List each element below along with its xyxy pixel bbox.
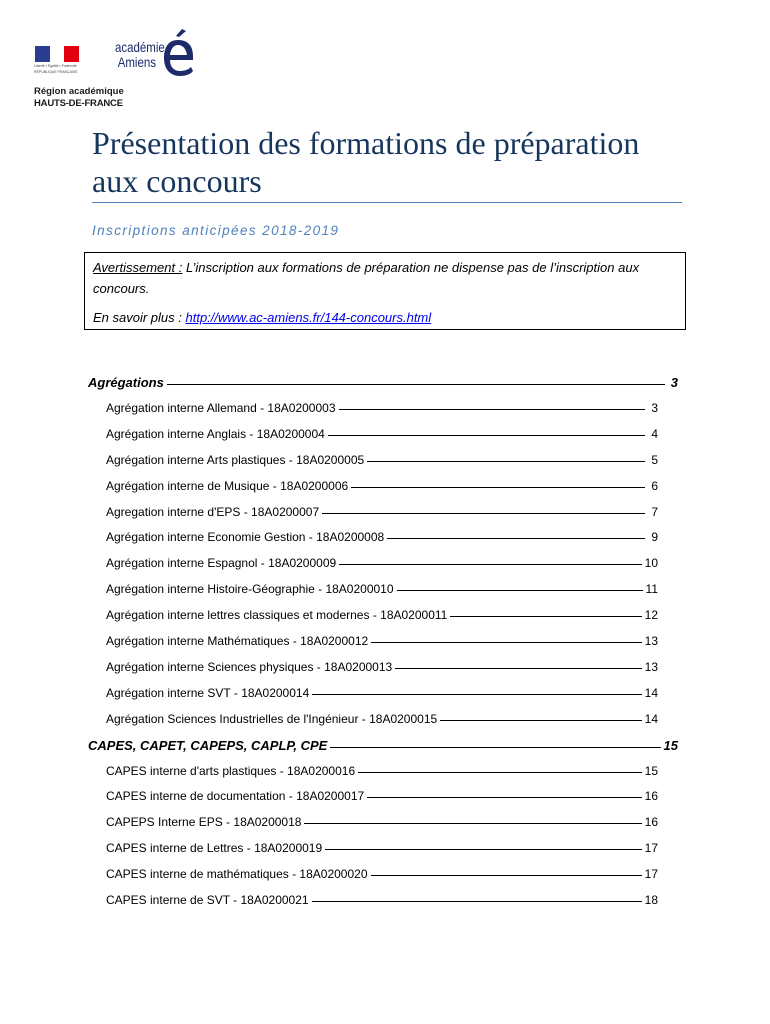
toc-page-number: 14 bbox=[644, 711, 658, 726]
toc-leader-line bbox=[351, 487, 645, 488]
toc-leader-line bbox=[328, 435, 645, 436]
toc-entry[interactable] bbox=[106, 608, 658, 622]
toc-leader-line bbox=[304, 823, 641, 824]
toc-entry[interactable] bbox=[106, 582, 658, 596]
toc-entry-title: CAPEPS Interne EPS - 18A0200018 bbox=[106, 815, 302, 830]
toc-leader-line bbox=[397, 590, 643, 591]
toc-entry[interactable] bbox=[106, 660, 658, 674]
toc-entry[interactable] bbox=[106, 634, 658, 648]
toc-entry[interactable] bbox=[106, 556, 658, 570]
toc-leader-line bbox=[450, 616, 641, 617]
toc-leader-line bbox=[167, 384, 665, 385]
toc-page-number: 4 bbox=[651, 426, 658, 441]
toc-entry-title: Agrégation interne Arts plastiques - 18A0200005 bbox=[106, 452, 365, 467]
toc-leader-line bbox=[312, 901, 642, 902]
toc-leader-line bbox=[371, 875, 642, 876]
toc-entry-title: Agrégation interne SVT - 18A0200014 bbox=[106, 685, 310, 700]
toc-entry-title: Agregation interne d'EPS - 18A0200007 bbox=[106, 504, 320, 519]
academie-line1: académie bbox=[115, 39, 165, 55]
region-academique bbox=[34, 86, 124, 110]
toc-page-number: 17 bbox=[644, 867, 658, 882]
toc-entry-title: CAPES interne de documentation - 18A0200017 bbox=[106, 789, 365, 804]
toc-leader-line bbox=[312, 694, 641, 695]
toc-page-number: 18 bbox=[644, 893, 658, 907]
toc-page-number: 16 bbox=[644, 789, 658, 804]
toc-entry-title: CAPES, CAPET, CAPEPS, CAPLP, CPE bbox=[88, 737, 328, 753]
toc-leader-line bbox=[358, 772, 642, 773]
toc-leader-line bbox=[387, 538, 645, 539]
region-line1: Région académique bbox=[34, 86, 124, 97]
toc-entry-title: CAPES interne d'arts plastiques - 18A0200016 bbox=[106, 763, 356, 778]
toc-entry-title: Agrégation interne Histoire-Géographie - 18A0200010 bbox=[106, 582, 394, 597]
academie-wordmark bbox=[115, 39, 165, 70]
toc-entry[interactable] bbox=[106, 815, 658, 829]
academie-line2: Amiens bbox=[117, 54, 156, 70]
toc-page-number: 10 bbox=[644, 556, 658, 571]
toc-heading[interactable] bbox=[88, 375, 678, 390]
toc-entry[interactable] bbox=[106, 453, 658, 467]
toc-entry-title: Agrégation interne Anglais - 18A0200004 bbox=[106, 426, 325, 441]
toc-leader-line bbox=[367, 461, 645, 462]
toc-entry[interactable] bbox=[106, 427, 658, 441]
toc-entry[interactable] bbox=[106, 841, 658, 855]
toc-entry[interactable] bbox=[106, 893, 658, 907]
toc-entry[interactable] bbox=[106, 686, 658, 700]
toc-entry-title: Agrégation interne Economie Gestion - 18A0200008 bbox=[106, 530, 385, 545]
concours-link[interactable]: http://www.ac-amiens.fr/144-concours.html bbox=[185, 310, 432, 325]
toc-entry-title: CAPES interne de mathématiques - 18A0200020 bbox=[106, 867, 368, 882]
toc-heading[interactable] bbox=[88, 738, 678, 753]
toc-entry-title: Agrégation Sciences Industrielles de l'Ingénieur - 18A0200015 bbox=[106, 711, 438, 726]
more-info-prefix: En savoir plus : bbox=[93, 310, 186, 325]
toc-entry-title: Agrégation interne de Musique - 18A0200006 bbox=[106, 478, 349, 493]
toc-page-number: 13 bbox=[644, 659, 658, 674]
french-flag-icon bbox=[35, 46, 79, 62]
toc-page-number: 11 bbox=[645, 582, 658, 597]
toc-leader-line bbox=[371, 642, 641, 643]
republique-name: RÉPUBLIQUE FRANÇAISE bbox=[34, 70, 78, 74]
warning-text bbox=[93, 257, 677, 299]
toc-leader-line bbox=[367, 797, 641, 798]
warning-label: Avertissement : bbox=[93, 260, 183, 275]
toc-entry-title: CAPES interne de Lettres - 18A0200019 bbox=[106, 841, 323, 856]
toc-leader-line bbox=[330, 747, 660, 748]
toc-entry-title: Agrégation interne Allemand - 18A0200003 bbox=[106, 400, 336, 415]
toc-entry-title: CAPES interne de SVT - 18A0200021 bbox=[106, 893, 309, 907]
toc-page-number: 7 bbox=[651, 504, 658, 519]
republique-motto: Liberté • Égalité • Fraternité bbox=[34, 64, 77, 68]
warning-body: L’inscription aux formations de préparation ne dispense pas de l’inscription aux concours. bbox=[93, 260, 640, 296]
toc-entry-title: Agrégation interne lettres classiques et modernes - 18A0200011 bbox=[106, 608, 448, 623]
toc-page-number: 16 bbox=[644, 815, 658, 830]
toc-entry[interactable] bbox=[106, 789, 658, 803]
academie-e-logo-icon bbox=[160, 28, 196, 78]
toc-entry-title: Agrégation interne Mathématiques - 18A0200012 bbox=[106, 634, 369, 648]
toc-page-number: 15 bbox=[663, 737, 678, 753]
toc-entry[interactable] bbox=[106, 505, 658, 519]
toc-entry-title: Agrégations bbox=[88, 375, 164, 390]
toc-entry[interactable] bbox=[106, 401, 658, 415]
header-logos bbox=[34, 28, 234, 108]
toc-page-number: 6 bbox=[651, 478, 658, 493]
toc-leader-line bbox=[339, 409, 646, 410]
toc-page-number: 9 bbox=[651, 530, 658, 545]
region-line2: HAUTS-DE-FRANCE bbox=[34, 98, 123, 109]
toc-leader-line bbox=[322, 513, 645, 514]
toc-entry[interactable] bbox=[106, 712, 658, 726]
document-title: Présentation des formations de préparation aux concours bbox=[92, 125, 640, 199]
republique-francaise-logo bbox=[34, 46, 84, 74]
toc-page-number: 13 bbox=[644, 634, 658, 648]
toc-entry-title: Agrégation interne Espagnol - 18A0200009 bbox=[106, 556, 337, 571]
toc-page-number: 17 bbox=[644, 841, 658, 856]
toc-leader-line bbox=[339, 564, 641, 565]
more-info bbox=[93, 307, 677, 328]
toc-page-number: 3 bbox=[651, 400, 658, 415]
toc-entry-title: Agrégation interne Sciences physiques - 18A0200013 bbox=[106, 659, 393, 674]
toc-entry[interactable] bbox=[106, 867, 658, 881]
toc-page-number: 5 bbox=[651, 452, 658, 467]
toc-page-number: 3 bbox=[670, 375, 678, 390]
document-subtitle: Inscriptions anticipées 2018-2019 bbox=[92, 223, 340, 238]
toc-page-number: 12 bbox=[644, 608, 658, 623]
toc-page-number: 15 bbox=[644, 763, 658, 778]
toc-entry[interactable] bbox=[106, 479, 658, 493]
toc-leader-line bbox=[325, 849, 642, 850]
toc-entry[interactable] bbox=[106, 530, 658, 544]
title-divider bbox=[92, 202, 682, 203]
toc-entry[interactable] bbox=[106, 764, 658, 778]
warning-box bbox=[84, 252, 686, 330]
toc-leader-line bbox=[395, 668, 641, 669]
toc-leader-line bbox=[440, 720, 641, 721]
toc-page-number: 14 bbox=[644, 685, 658, 700]
